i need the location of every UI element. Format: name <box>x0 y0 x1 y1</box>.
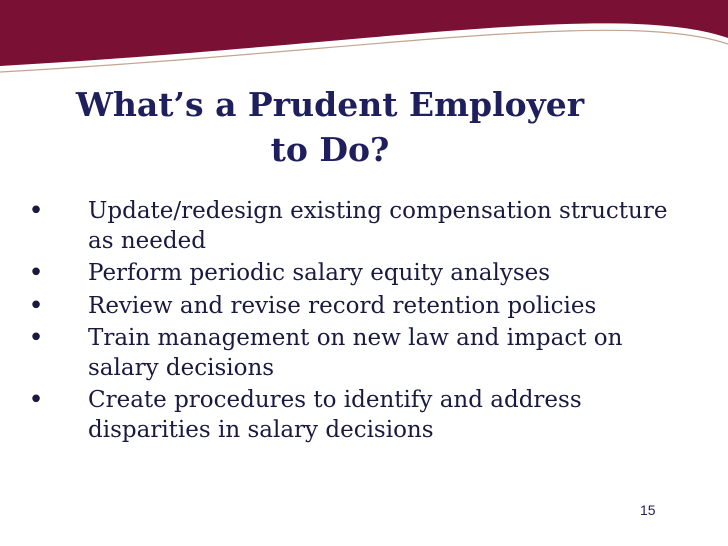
bullet-item <box>28 259 668 289</box>
header-shape <box>0 0 728 66</box>
bullet-item <box>28 292 668 322</box>
slide-title <box>60 82 600 172</box>
bullet-item <box>28 197 668 256</box>
bullet-text: Perform periodic salary equity analyses <box>88 260 551 286</box>
bullet-text: Update/redesign existing compensation structure as needed <box>88 198 668 254</box>
bullet-icon: • <box>28 385 44 415</box>
bullet-item <box>28 324 668 383</box>
bullet-icon: • <box>28 290 44 321</box>
page-number: 15 <box>640 502 656 518</box>
bullet-icon: • <box>28 323 44 353</box>
bullet-icon: • <box>28 258 44 288</box>
title-line-1: What’s a Prudent Employer <box>75 85 585 124</box>
header-band <box>0 0 728 75</box>
bullet-text: Train management on new law and impact on salary decisions <box>88 325 623 381</box>
bullet-item <box>28 386 668 445</box>
bullet-list <box>28 197 668 448</box>
bullet-text: Review and revise record retention policies <box>88 292 597 319</box>
title-line-2: to Do? <box>270 130 390 169</box>
bullet-text: Create procedures to identify and address disparities in salary decisions <box>88 387 582 443</box>
bullet-icon: • <box>28 196 44 226</box>
